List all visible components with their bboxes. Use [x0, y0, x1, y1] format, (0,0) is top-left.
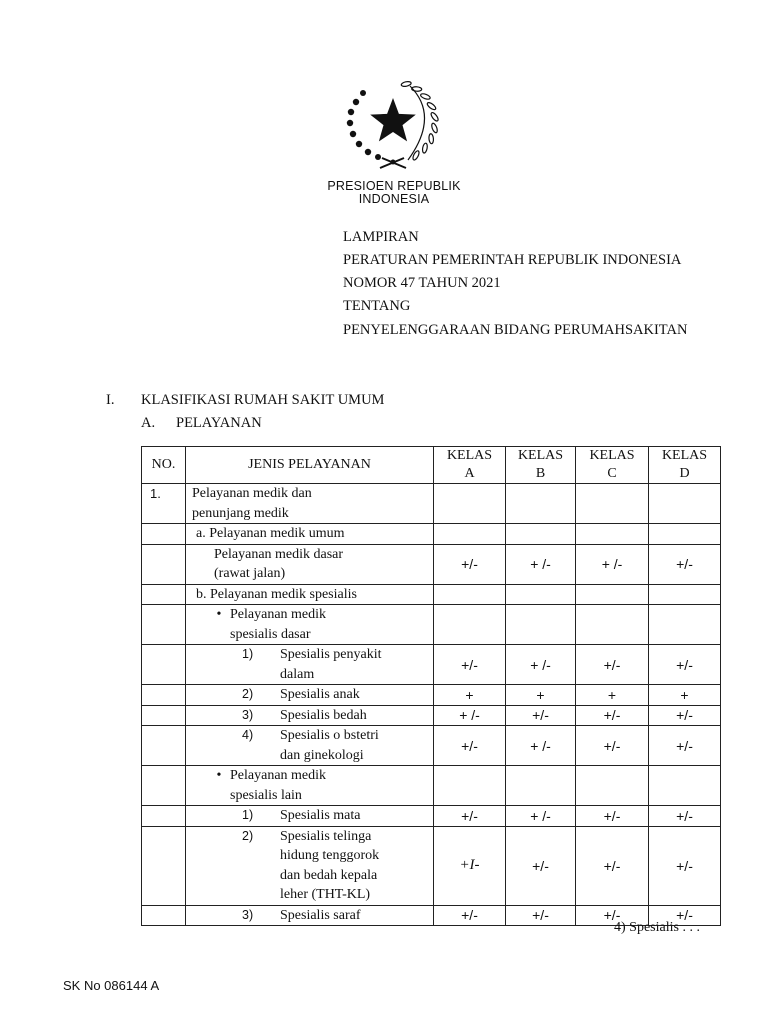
row-number	[142, 806, 186, 827]
kelas-b-value: + /-	[506, 726, 576, 766]
kelas-c-value: +/-	[576, 645, 649, 685]
item-number: 3)	[242, 707, 254, 722]
service-label: Pelayanan medik dan penunjang medik	[192, 486, 312, 521]
service-name-cell	[186, 645, 434, 685]
row-number	[142, 524, 186, 545]
header-kelas-d: KELAS D	[649, 447, 721, 484]
header-kelas-c: KELAS C	[576, 447, 649, 484]
kelas-c-value: +/-	[576, 705, 649, 726]
service-label: Pelayanan medik spesialis lain	[230, 768, 327, 803]
document-serial-number: SK No 086144 A	[63, 978, 160, 993]
subsection-title: PELAYANAN	[176, 415, 262, 431]
kelas-d-value	[649, 584, 721, 605]
table-row	[142, 645, 721, 685]
section-number: I.	[106, 392, 115, 408]
institution-name-line1: PRESIOEN REPUBLIK	[327, 179, 461, 193]
kelas-a-value	[434, 605, 506, 645]
kelas-d-value: +/-	[649, 826, 721, 905]
bullet-icon: •	[216, 607, 222, 622]
item-number: 2)	[242, 687, 254, 701]
kelas-b-value: +/-	[506, 905, 576, 926]
kelas-d-value: +/-	[649, 544, 721, 584]
row-number	[142, 544, 186, 584]
table-row	[142, 484, 721, 524]
kelas-c-value: +/-	[576, 826, 649, 905]
section-title: KLASIFIKASI RUMAH SAKIT UMUM	[141, 392, 385, 408]
kelas-d-value	[649, 766, 721, 806]
kelas-a-value: +/-	[434, 806, 506, 827]
regulation-title: PERATURAN PEMERINTAH REPUBLIK INDONESIA	[343, 252, 682, 268]
table-row	[142, 726, 721, 766]
kelas-b-value: +/-	[506, 705, 576, 726]
table-row	[142, 826, 721, 905]
item-number: 4)	[242, 728, 254, 742]
row-number: 1.	[142, 484, 186, 524]
service-name-cell	[186, 826, 434, 905]
kelas-d-value: +/-	[649, 726, 721, 766]
table-header-row	[142, 447, 721, 484]
kelas-a-value	[434, 484, 506, 524]
service-name-cell	[186, 905, 434, 926]
service-label: Spesialis saraf	[280, 907, 361, 923]
row-number	[142, 605, 186, 645]
kelas-b-value: +/-	[506, 826, 576, 905]
row-number	[142, 584, 186, 605]
kelas-c-value	[576, 524, 649, 545]
kelas-b-value: + /-	[506, 544, 576, 584]
kelas-b-value: +	[506, 685, 576, 706]
header-kelas-a: KELAS A	[434, 447, 506, 484]
continuation-note: 4) Spesialis . . .	[614, 920, 700, 935]
kelas-c-value	[576, 484, 649, 524]
kelas-d-value: +/-	[649, 645, 721, 685]
service-name-cell	[186, 584, 434, 605]
kelas-a-value	[434, 524, 506, 545]
kelas-a-value: +/-	[434, 544, 506, 584]
row-number	[142, 826, 186, 905]
item-number: 1)	[242, 647, 254, 661]
service-label: Pelayanan medik spesialis dasar	[230, 607, 327, 642]
kelas-c-value: +/-	[576, 905, 649, 926]
item-number: 2)	[242, 828, 254, 843]
kelas-b-value	[506, 766, 576, 806]
row-number	[142, 905, 186, 926]
service-name-cell	[186, 806, 434, 827]
regulation-number: NOMOR 47 TAHUN 2021	[343, 275, 501, 291]
kelas-a-value: +	[434, 685, 506, 706]
kelas-c-value: +/-	[576, 806, 649, 827]
table-row	[142, 766, 721, 806]
kelas-d-value: +/-	[649, 905, 721, 926]
service-label: b. Pelayanan medik spesialis	[196, 586, 357, 602]
service-label: a. Pelayanan medik umum	[196, 526, 345, 541]
row-number	[142, 726, 186, 766]
kelas-c-value	[576, 605, 649, 645]
service-label: Spesialis penyakit dalam	[280, 647, 382, 682]
kelas-c-value: +/-	[576, 726, 649, 766]
institution-name-line2: INDONESIA	[358, 192, 430, 206]
kelas-a-value: + /-	[434, 705, 506, 726]
kelas-b-value	[506, 584, 576, 605]
kelas-b-value	[506, 524, 576, 545]
regulation-subject: PENYELENGGARAAN BIDANG PERUMAHSAKITAN	[343, 322, 688, 338]
service-classification-table	[141, 446, 721, 926]
service-name-cell	[186, 524, 434, 545]
appendix-label: LAMPIRAN	[343, 229, 419, 245]
row-number	[142, 766, 186, 806]
service-label: Spesialis bedah	[280, 707, 367, 723]
item-number: 1)	[242, 808, 254, 822]
table-row	[142, 584, 721, 605]
row-number	[142, 645, 186, 685]
kelas-d-value	[649, 524, 721, 545]
kelas-b-value: + /-	[506, 645, 576, 685]
kelas-d-value	[649, 605, 721, 645]
about-label: TENTANG	[343, 298, 411, 314]
table-row	[142, 705, 721, 726]
kelas-b-value: + /-	[506, 806, 576, 827]
service-label: Spesialis o bstetri dan ginekologi	[280, 728, 379, 763]
service-name-cell	[186, 766, 434, 806]
kelas-c-value	[576, 584, 649, 605]
table-row	[142, 806, 721, 827]
service-name-cell	[186, 685, 434, 706]
table-row	[142, 685, 721, 706]
service-name-cell	[186, 705, 434, 726]
kelas-d-value: +/-	[649, 705, 721, 726]
kelas-d-value	[649, 484, 721, 524]
item-number: 3)	[242, 907, 254, 922]
kelas-d-value: +/-	[649, 806, 721, 827]
header-kelas-b: KELAS B	[506, 447, 576, 484]
service-name-cell	[186, 605, 434, 645]
kelas-a-value: +I-	[434, 826, 506, 905]
service-name-cell	[186, 544, 434, 584]
subsection-letter: A.	[141, 415, 156, 431]
kelas-a-value	[434, 766, 506, 806]
service-name-cell	[186, 484, 434, 524]
service-label: Spesialis telinga hidung tenggorok dan bedah kepala leher (THT-KL)	[280, 828, 380, 902]
kelas-a-value: +/-	[434, 905, 506, 926]
service-label: Spesialis mata	[280, 808, 361, 823]
kelas-b-value	[506, 605, 576, 645]
table-row	[142, 524, 721, 545]
kelas-a-value: +/-	[434, 726, 506, 766]
header-jenis-pelayanan: JENIS PELAYANAN	[186, 447, 434, 484]
kelas-c-value	[576, 766, 649, 806]
kelas-a-value	[434, 584, 506, 605]
bullet-icon: •	[216, 768, 222, 783]
kelas-c-value: + /-	[576, 544, 649, 584]
row-number	[142, 685, 186, 706]
service-name-cell	[186, 726, 434, 766]
service-label: Spesialis anak	[280, 687, 360, 702]
row-number	[142, 705, 186, 726]
service-label: Pelayanan medik dasar (rawat jalan)	[214, 546, 344, 581]
kelas-a-value: +/-	[434, 645, 506, 685]
table-row	[142, 605, 721, 645]
kelas-b-value	[506, 484, 576, 524]
kelas-d-value: +	[649, 685, 721, 706]
presidential-seal-icon	[340, 76, 446, 172]
kelas-c-value: +	[576, 685, 649, 706]
table-row	[142, 544, 721, 584]
header-no: NO.	[142, 447, 186, 484]
